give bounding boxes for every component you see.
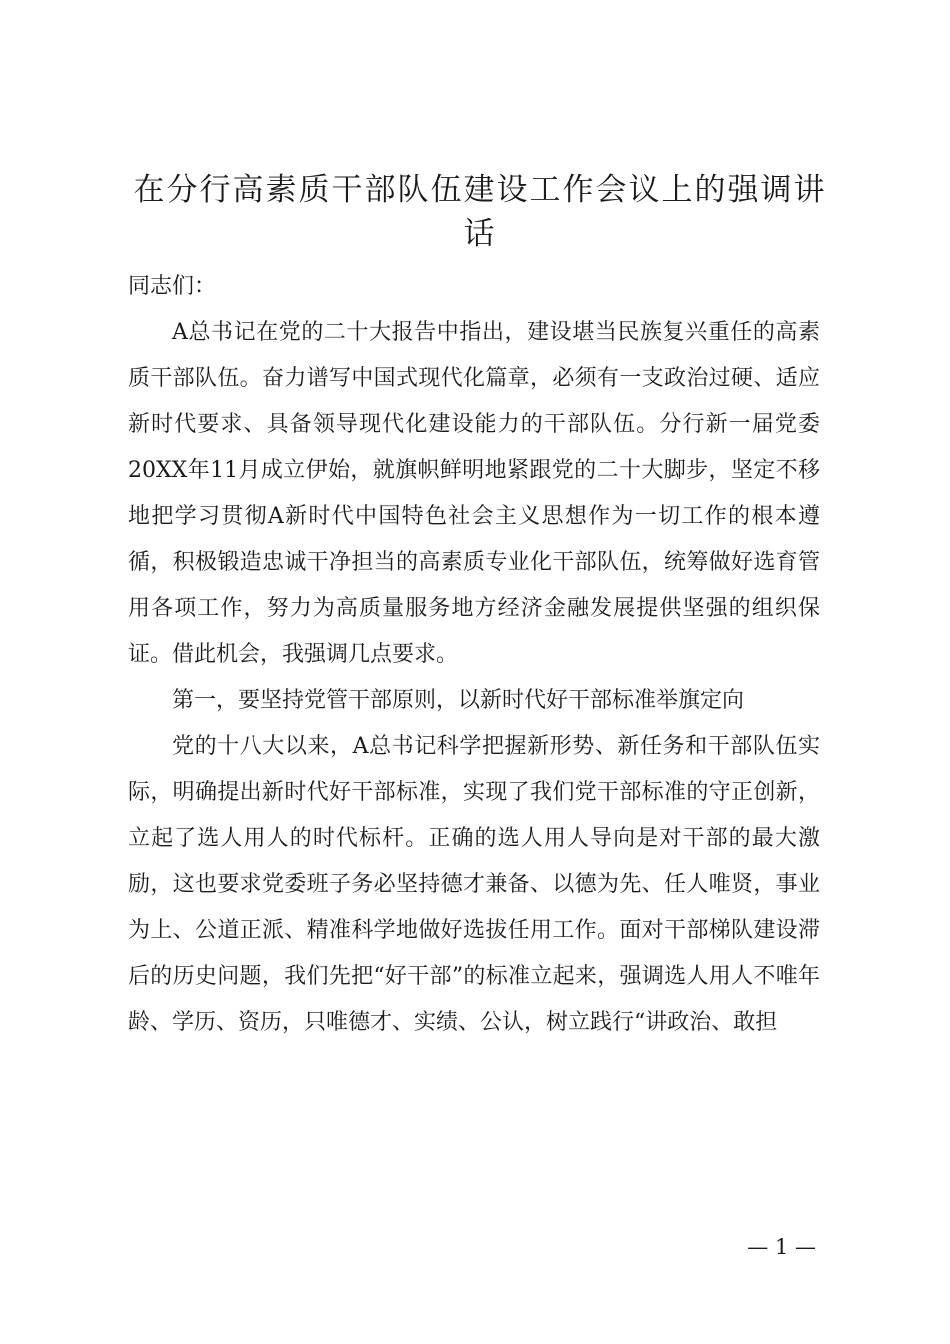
paragraph-intro: A总书记在党的二十大报告中指出，建设堪当民族复兴重任的高素质干部队伍。奋力谱写中国式现代化篇章，必须有一支政治过硬、适应新时代要求、具备领导现代化建设能力的干部队伍。分行新一届党委20XX年11月成立伊始，就旗帜鲜明地紧跟党的二十大脚步，坚定不移地把学习贯彻A新时代中国特色社会主义思想作为一切工作的根本遵循，积极锻造忠诚干净担当的高素质专业化干部队伍，统筹做好选育管用各项工作，努力为高质量服务地方经济金融发展提供坚强的组织保证。借此机会，我强调几点要求。 [128, 320, 820, 667]
document-body [128, 264, 820, 1046]
page-number: — 1 — [747, 1235, 816, 1259]
salutation: 同志们： [128, 274, 217, 299]
paragraph-section-one: 党的十八大以来，A总书记科学把握新形势、新任务和干部队伍实际，明确提出新时代好干部标准，实现了我们党干部标准的守正创新，立起了选人用人的时代标杆。正确的选人用人导向是对干部的最大激励，这也要求党委班子务必坚持德才兼备、以德为先、任人唯贤，事业为上、公道正派、精准科学地做好选拔任用工作。面对干部梯队建设滞后的历史问题，我们先把“好干部”的标准立起来，强调选人用人不唯年龄、学历、资历，只唯德才、实绩、公认，树立践行“讲政治、敢担 [128, 734, 820, 1035]
document-title: 在分行高素质干部队伍建设工作会议上的强调讲话 [133, 172, 827, 252]
section-heading-first: 第一，要坚持党管干部原则，以新时代好干部标准举旗定向 [172, 688, 745, 713]
